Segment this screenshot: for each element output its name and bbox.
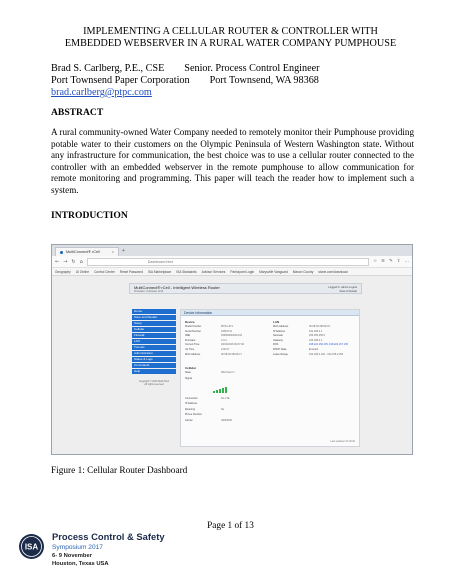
favorite-link: Advisor Services bbox=[201, 269, 226, 274]
page-number: Page 1 of 13 bbox=[207, 521, 254, 531]
info-key: Firmware bbox=[185, 338, 196, 342]
info-key: IP Address bbox=[185, 402, 198, 406]
new-tab-icon: + bbox=[122, 248, 125, 254]
affiliation-line bbox=[51, 75, 319, 87]
info-row bbox=[185, 330, 265, 334]
favorite-link: Control Center bbox=[94, 269, 115, 274]
info-row bbox=[185, 408, 265, 412]
nav-item: Setup bbox=[132, 321, 176, 326]
favorite-link: ISA Standards bbox=[176, 269, 197, 274]
info-row bbox=[185, 413, 265, 417]
info-row bbox=[273, 330, 353, 334]
favorite-link: stone.com/download bbox=[318, 269, 348, 274]
nav-item: LAN bbox=[132, 339, 176, 344]
favorite-link: Mason County bbox=[292, 269, 314, 274]
tab-label: MultiConnect® rCell bbox=[66, 250, 100, 254]
author-line bbox=[51, 63, 320, 75]
info-key: IMEI bbox=[185, 334, 191, 338]
footer-dates: 6- 9 November bbox=[52, 553, 92, 559]
info-key: Phone Number bbox=[185, 413, 202, 417]
copyright-line: Copyright © 2016 Multi-Tech bbox=[138, 380, 170, 383]
browser-tab-bar bbox=[52, 245, 412, 256]
forward-icon: → bbox=[63, 258, 68, 265]
last-updated: Last updated: 01:00:00 bbox=[330, 440, 355, 443]
copyright-note bbox=[132, 380, 176, 386]
title-line-2: EMBEDDED WEBSERVER IN A RURAL WATER COMPANY PUMPHOUSE bbox=[64, 38, 397, 49]
url-field: Dashboard.html bbox=[87, 258, 369, 266]
info-key: Lease Range bbox=[273, 352, 288, 356]
close-icon: × bbox=[111, 250, 114, 254]
email-line bbox=[51, 87, 152, 99]
info-value: 255.255.255.0 bbox=[309, 334, 325, 338]
more-icon: … bbox=[404, 259, 409, 264]
author-title: Senior. Process Control Engineer bbox=[184, 63, 320, 74]
login-info bbox=[328, 286, 357, 293]
info-key: Carrier bbox=[185, 418, 193, 422]
info-key: MAC Address bbox=[185, 352, 201, 356]
back-icon: ← bbox=[55, 258, 60, 265]
favorite-link: Geography bbox=[55, 269, 71, 274]
abstract-text: A rural community-owned Water Company needed to remotely monitor their Pumphouse providing potable water to their customers on the Olympic Peninsula of Western Washington state. Without any infrastructure for communication, the best choice was to use a cellular router connected to the controller with an embedded webserver in the remote pumphouse to allow communication for remote monitoring and programming. This paper will teach the reader how to implement such a system. bbox=[51, 127, 414, 195]
info-row bbox=[273, 339, 353, 343]
info-key: Connection bbox=[185, 397, 198, 400]
device-information-panel bbox=[180, 309, 360, 447]
info-value: 00:08:00:4B:09:C6 bbox=[309, 325, 330, 328]
info-key: DNS bbox=[273, 343, 279, 347]
info-value[interactable]: 198.224.166.135, 198.224.167.135 bbox=[309, 343, 348, 347]
nav-item: Help bbox=[132, 369, 176, 374]
info-value: 19051711 bbox=[221, 329, 232, 333]
login-line-1: Logged In: admin Logout bbox=[328, 286, 357, 289]
figure-caption: Figure 1: Cellular Router Dashboard bbox=[51, 466, 188, 476]
introduction-heading: INTRODUCTION bbox=[51, 210, 128, 221]
info-value: No bbox=[221, 407, 225, 411]
info-row bbox=[185, 325, 265, 329]
footer-brand: Process Control & Safety bbox=[52, 531, 165, 542]
author-name: Brad S. Carlberg, P.E., CSE bbox=[51, 63, 165, 74]
info-row bbox=[185, 334, 265, 338]
info-value: VERIZON bbox=[221, 418, 233, 422]
note-icon: ✎ bbox=[388, 259, 393, 264]
info-value: 192.168.2.1 bbox=[309, 338, 323, 342]
info-value: 3.3.4 bbox=[221, 338, 227, 342]
favorite-link: Reset Password bbox=[119, 269, 144, 274]
info-row bbox=[185, 371, 265, 375]
nav-item: Firewall bbox=[132, 333, 176, 338]
cellular-heading: Cellular bbox=[185, 366, 197, 370]
info-row bbox=[185, 377, 265, 381]
title-line-1: IMPLEMENTING A CELLULAR ROUTER & CONTROLLER WITH bbox=[83, 26, 378, 37]
favorite-link: UI Online bbox=[75, 269, 90, 274]
info-value: MTR-LAT1 bbox=[221, 325, 234, 328]
email-link[interactable]: brad.carlberg@ptpc.com bbox=[51, 87, 152, 98]
organization: Port Townsend Paper Corporation bbox=[51, 75, 190, 86]
info-key: DHCP State bbox=[273, 348, 287, 351]
home-icon: ⌂ bbox=[79, 258, 83, 265]
nav-item: Commands bbox=[132, 363, 176, 368]
info-row bbox=[185, 402, 265, 406]
login-line-2: Save & Restart bbox=[339, 289, 357, 293]
share-icon: ⇪ bbox=[396, 259, 401, 264]
info-row bbox=[185, 348, 265, 352]
favorite-link: Participant Login bbox=[230, 269, 255, 274]
nav-item: Home bbox=[132, 309, 176, 314]
info-value: 0:00:27 bbox=[221, 348, 230, 351]
info-row bbox=[185, 397, 265, 401]
nav-item: Cellular bbox=[132, 327, 176, 332]
panel-title: Device Information bbox=[181, 310, 359, 316]
info-row bbox=[273, 343, 353, 347]
location: Port Townsend, WA 98368 bbox=[209, 75, 319, 86]
info-value: 00:08:00:4B:09:C7 bbox=[221, 352, 242, 356]
app-title: MultiConnect® rCell - Intelligent Wireless Router bbox=[134, 285, 220, 290]
info-row bbox=[185, 343, 265, 347]
footer-symposium: Symposium 2017 bbox=[52, 544, 103, 551]
favorites-bar bbox=[52, 268, 412, 276]
side-navigation bbox=[132, 309, 176, 386]
browser-tools bbox=[373, 259, 409, 264]
info-value: 4G-LTE bbox=[221, 397, 230, 400]
tab-favicon-icon bbox=[60, 251, 63, 254]
info-key: Current Time bbox=[185, 343, 200, 347]
signal-bars-icon bbox=[213, 387, 227, 393]
svg-text:ISA: ISA bbox=[24, 542, 39, 552]
router-web-page bbox=[52, 276, 412, 454]
info-row bbox=[273, 353, 353, 357]
info-key: State bbox=[185, 371, 191, 374]
info-key: Netmask bbox=[273, 334, 283, 338]
lan-column-header: LAN bbox=[273, 320, 280, 324]
info-key: Signal bbox=[185, 377, 192, 380]
info-row bbox=[185, 339, 265, 343]
favorite-link: ISA Marketplace bbox=[148, 269, 172, 274]
refresh-icon: ↻ bbox=[71, 258, 76, 265]
nav-item: Status & Logs bbox=[132, 357, 176, 362]
browser-address-bar bbox=[52, 256, 412, 268]
app-subtitle: Firmware: Unknown Cntrl bbox=[134, 290, 164, 293]
paper-title bbox=[20, 26, 441, 50]
info-key: IP Address bbox=[273, 329, 286, 333]
hub-icon: ≡ bbox=[381, 259, 385, 264]
info-value: 03/22/2018 00:37:46 bbox=[221, 343, 244, 347]
info-value: SIM Card In bbox=[221, 371, 235, 374]
info-key: Model Number bbox=[185, 325, 202, 328]
info-key: MAC Address bbox=[273, 325, 289, 328]
isa-logo-icon bbox=[18, 533, 45, 560]
info-row bbox=[273, 325, 353, 329]
info-value: Enabled bbox=[309, 348, 319, 351]
abstract-heading: ABSTRACT bbox=[51, 107, 104, 118]
nav-item: Administration bbox=[132, 351, 176, 356]
copyright-line: All rights reserved bbox=[144, 383, 164, 387]
info-row bbox=[273, 348, 353, 352]
nav-item: Tunnels bbox=[132, 345, 176, 350]
info-row bbox=[273, 334, 353, 338]
info-key: Gateway bbox=[273, 338, 283, 342]
app-header bbox=[129, 283, 362, 294]
info-key: Serial Number bbox=[185, 329, 201, 333]
nav-item: Save and Restart bbox=[132, 315, 176, 320]
info-value: 354999000001234 bbox=[221, 334, 242, 338]
favorite-link: Marysville Vanguard bbox=[259, 269, 288, 274]
router-dashboard-screenshot bbox=[51, 244, 413, 455]
info-row bbox=[185, 419, 265, 423]
info-row bbox=[185, 353, 265, 357]
device-column-header: Device bbox=[185, 320, 195, 324]
footer-city: Houston, Texas USA bbox=[52, 561, 109, 567]
info-value: 192.168.2.1 bbox=[309, 329, 323, 333]
info-key: Up Time bbox=[185, 348, 195, 351]
browser-tab bbox=[55, 247, 119, 256]
info-value: 192.168.2.100 - 192.168.2.254 bbox=[309, 352, 344, 356]
info-key: Roaming bbox=[185, 407, 196, 411]
favorite-star-icon: ☆ bbox=[373, 259, 378, 264]
